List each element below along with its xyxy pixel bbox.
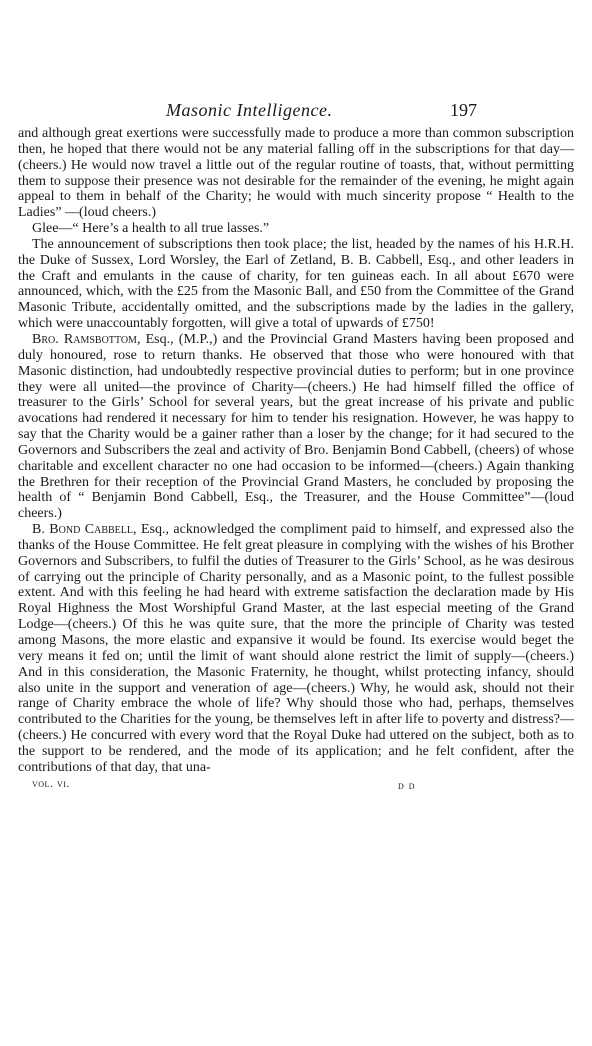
paragraph-text: , Esq., acknowledged the compliment paid to himself, and expressed also the thanks of the House Committee. He felt great pleasure in complying with the wishes of his Brother Governors and Subscribers, to fulfil the duties of Treasurer to the Girls’ School, as he was desirous of carrying out the principle of Charity personally, and as a Masonic point, to the fullest possible extent. And with this feeling he had heard with extreme satisfaction the declaration made by His Royal Highness the Most Worshipful Grand Master, at the last especial meeting of the Grand Lodge—(cheers.) Of this he was quite sure, that the more the principle of Charity was tested among Masons, the more elastic and expansive it would be found. Its exercise would beget the very means it fed on; until the limit of want should alone restrict the limit of supply—(cheers.) And in this consideration, the Masonic Fraternity, he thought, whilst protecting infancy, should also unite in the support and veneration of age—(cheers.) Why, he would ask, should not their range of Charity embrace the whole of life? Why should those who had, perhaps, themselves contributed to the Charities for the young, be themselves left in after life to poverty and distress?—(cheers.) He concurred with every word that the Royal Duke had uttered on the subject, both as to the support to be rendered, and the mode of its application; and he felt confident, after the contributions of that day, that una- (18, 522, 574, 775)
page (18, 92, 574, 796)
paragraph: Glee—“ Here’s a health to all true lasses.” (32, 221, 270, 237)
page-footer (18, 776, 574, 796)
paragraph: and although great exertions were successfully made to produce a more than common subscription then, he hoped that there would not be any material falling off in the subscriptions for that day—(cheers.) He would now travel a little out of the regular routine of toasts, that, without permitting them to suppose their presence was not desirable for the remainder of the evening, he might again appeal to them in behalf of the Charity; he would with much sincerity propose “ Health to the Ladies” —(loud cheers.) (18, 126, 574, 221)
paragraph: The announcement of subscriptions then took place; the list, headed by the names of his H.R.H. the Duke of Sussex, Lord Worsley, the Earl of Zetland, B. B. Cabbell, Esq., and other leaders in the Craft and emulants in the cause of charity, for ten guineas each. In all about £670 were announced, which, with the £25 from the Masonic Ball, and £50 from the Committee of the Grand Masonic Tribute, accidentally omitted, and the subscriptions made by the ladies in the gallery, which were unaccountably forgotten, will give a total of upwards of £750! (18, 236, 574, 332)
running-head (18, 92, 574, 126)
paragraph-text: , Esq., (M.P.,) and the Provincial Grand Masters having been proposed and duly honoured, rose to return thanks. He observed that those who were honoured with that Masonic distinction, had undoubtedly respective provincial duties to perform; but in one province they were all united—the province of Charity—(cheers.) He had himself filled the office of treasurer to the Girls’ School for several years, but the great increase of his private and public avocations had rendered it necessary for him to tender his resignation. However, he was happy to say that the Charity would be a gainer rather than a loser by the change; for it had secured to the Governors and Subscribers the zeal and activity of Bro. Benjamin Bond Cabbell, (cheers) of whose charitable and excellent character no one had occasion to be informed—(cheers.) Again thanking the Brethren for their reception of the Provincial Grand Masters, he concluded by proposing the health of “ Benjamin Bond Cabbell, Esq., the Treasurer, and the House Committee”—(loud cheers.) (18, 331, 574, 522)
signature-mark: d d (398, 777, 416, 792)
speaker-name: B. Bond Cabbell (32, 522, 133, 538)
article-body (18, 126, 574, 776)
paragraph (18, 522, 574, 776)
paragraph (18, 332, 574, 522)
running-title: Masonic Intelligence. (166, 100, 333, 120)
speaker-name: Bro. Ramsbottom (32, 331, 137, 347)
page-number: 197 (450, 100, 477, 120)
volume-label: vol. vi. (32, 775, 70, 790)
